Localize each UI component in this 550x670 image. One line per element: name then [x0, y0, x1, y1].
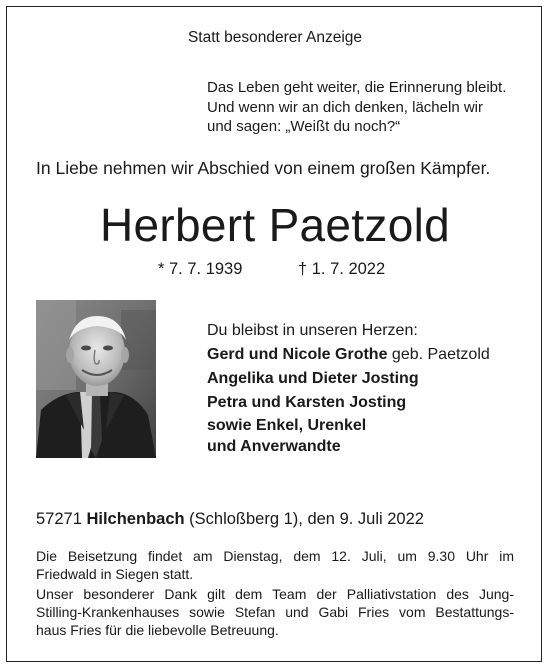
portrait-photo	[36, 300, 156, 458]
mourner-line: sowie Enkel, Urenkel	[207, 417, 367, 434]
notice-heading: Statt besonderer Anzeige	[187, 29, 363, 46]
mourner-line: Angelika und Dieter Josting	[207, 370, 419, 387]
town: Hilchenbach	[86, 510, 185, 528]
postal-code: 57271	[36, 510, 87, 528]
mourner-line: Petra und Karsten Josting	[207, 394, 407, 411]
funeral-line: Friedwald in Siegen statt.	[36, 566, 194, 582]
mourner-name: Gerd und Nicole Grothe	[207, 346, 388, 363]
death-date: † 1. 7. 2022	[298, 260, 386, 278]
mourner-line: und Anverwandte	[207, 438, 341, 455]
poem-line: Das Leben geht weiter, die Erinnerung bleibt.	[207, 79, 507, 96]
deceased-name: Herbert Paetzold	[100, 199, 450, 251]
thanks-text	[36, 585, 514, 639]
funeral-info	[36, 547, 514, 583]
mourners-intro: Du bleibst in unseren Herzen:	[207, 322, 418, 339]
mourners-list	[207, 319, 490, 457]
birth-date: * 7. 7. 1939	[158, 260, 243, 278]
thanks-line: Stilling-Krankenhauses sowie Stefan und Gabi Fries vom Bestattungs-	[36, 604, 514, 620]
address-and-date: (Schloßberg 1), den 9. Juli 2022	[184, 510, 424, 528]
mourner-line	[207, 343, 490, 367]
poem-line: und sagen: „Weißt du noch?“	[207, 118, 401, 135]
thanks-line: haus Fries für die liebevolle Betreuung.	[36, 622, 279, 638]
funeral-line: Die Beisetzung findet am Dienstag, dem 12. Juli, um 9.30 Uhr im	[36, 548, 514, 564]
poem	[207, 78, 506, 137]
place-and-date	[36, 510, 424, 529]
thanks-line: Unser besonderer Dank gilt dem Team der Palliativstation des Jung-	[36, 586, 514, 602]
mourner-maiden-name: geb. Paetzold	[387, 346, 490, 363]
farewell-intro: In Liebe nehmen wir Abschied von einem großen Kämpfer.	[36, 158, 491, 178]
poem-line: Und wenn wir an dich denken, lächeln wir	[207, 98, 483, 116]
